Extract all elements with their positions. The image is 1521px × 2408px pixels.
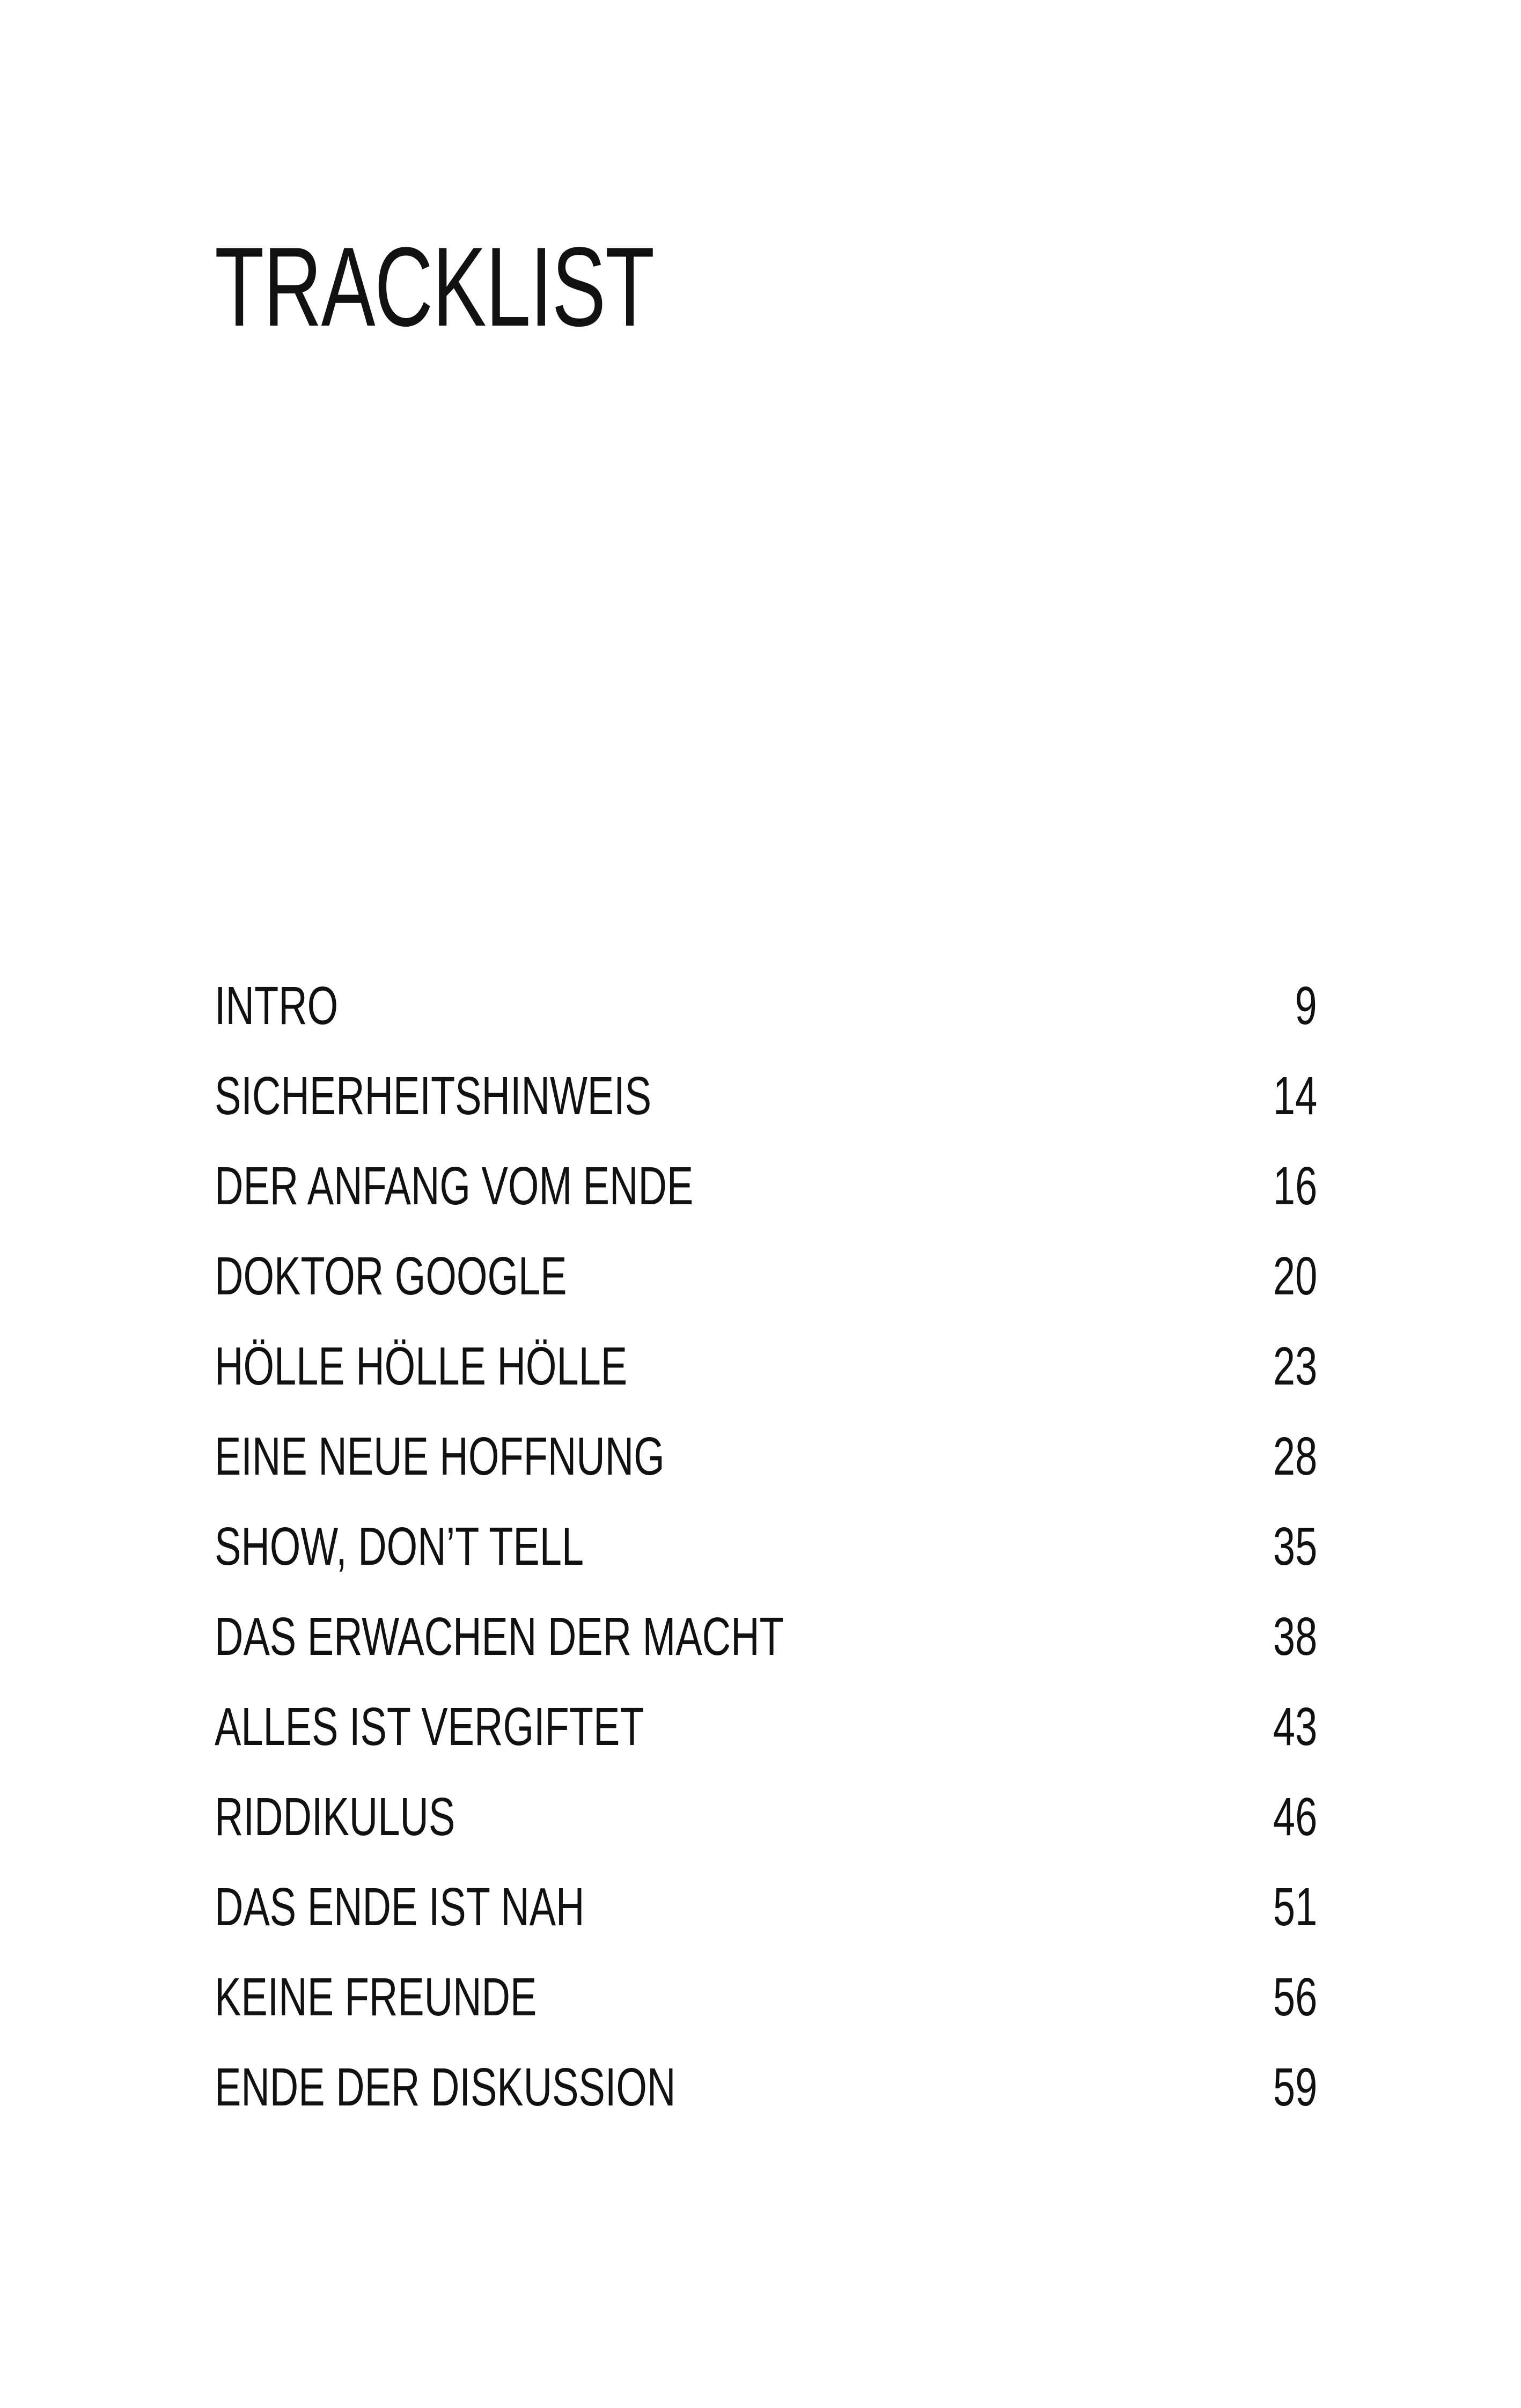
entry-page-number: 46	[1273, 1787, 1317, 1847]
entry-title: DAS ERWACHEN DER MACHT	[215, 1607, 784, 1667]
tracklist-entry	[215, 1056, 1317, 1146]
entry-title: DER ANFANG VOM ENDE	[215, 1156, 694, 1216]
entry-page-number: 28	[1273, 1426, 1317, 1486]
tracklist-entry	[215, 1326, 1317, 1416]
tracklist-entry	[215, 1957, 1317, 2047]
tracklist-entry	[215, 1687, 1317, 1777]
tracklist-entry	[215, 1146, 1317, 1236]
entry-page-number: 43	[1273, 1697, 1317, 1757]
tracklist	[215, 966, 1317, 2137]
entry-title: EINE NEUE HOFFNUNG	[215, 1426, 665, 1486]
tracklist-entry	[215, 1867, 1317, 1957]
page-title: TRACKLIST	[215, 224, 654, 350]
tracklist-entry	[215, 1506, 1317, 1596]
entry-page-number: 59	[1273, 2057, 1317, 2117]
entry-title: ALLES IST VERGIFTET	[215, 1697, 644, 1757]
tracklist-entry	[215, 966, 1317, 1056]
tracklist-entry	[215, 2047, 1317, 2137]
entry-page-number: 35	[1273, 1516, 1317, 1577]
entry-title: DAS ENDE IST NAH	[215, 1877, 585, 1937]
entry-title: SHOW, DON’T TELL	[215, 1516, 584, 1577]
entry-title: SICHERHEITSHINWEIS	[215, 1066, 652, 1126]
entry-page-number: 9	[1295, 976, 1317, 1036]
entry-page-number: 38	[1273, 1607, 1317, 1667]
entry-page-number: 51	[1273, 1877, 1317, 1937]
entry-page-number: 56	[1273, 1967, 1317, 2027]
entry-title: RIDDIKULUS	[215, 1787, 455, 1847]
tracklist-entry	[215, 1236, 1317, 1326]
entry-title: DOKTOR GOOGLE	[215, 1246, 567, 1306]
entry-title: HÖLLE HÖLLE HÖLLE	[215, 1336, 628, 1396]
entry-page-number: 16	[1273, 1156, 1317, 1216]
tracklist-entry	[215, 1596, 1317, 1687]
entry-page-number: 23	[1273, 1336, 1317, 1396]
tracklist-entry	[215, 1416, 1317, 1506]
entry-title: ENDE DER DISKUSSION	[215, 2057, 676, 2117]
entry-title: INTRO	[215, 976, 339, 1036]
tracklist-entry	[215, 1777, 1317, 1867]
entry-page-number: 14	[1273, 1066, 1317, 1126]
entry-page-number: 20	[1273, 1246, 1317, 1306]
entry-title: KEINE FREUNDE	[215, 1967, 537, 2027]
